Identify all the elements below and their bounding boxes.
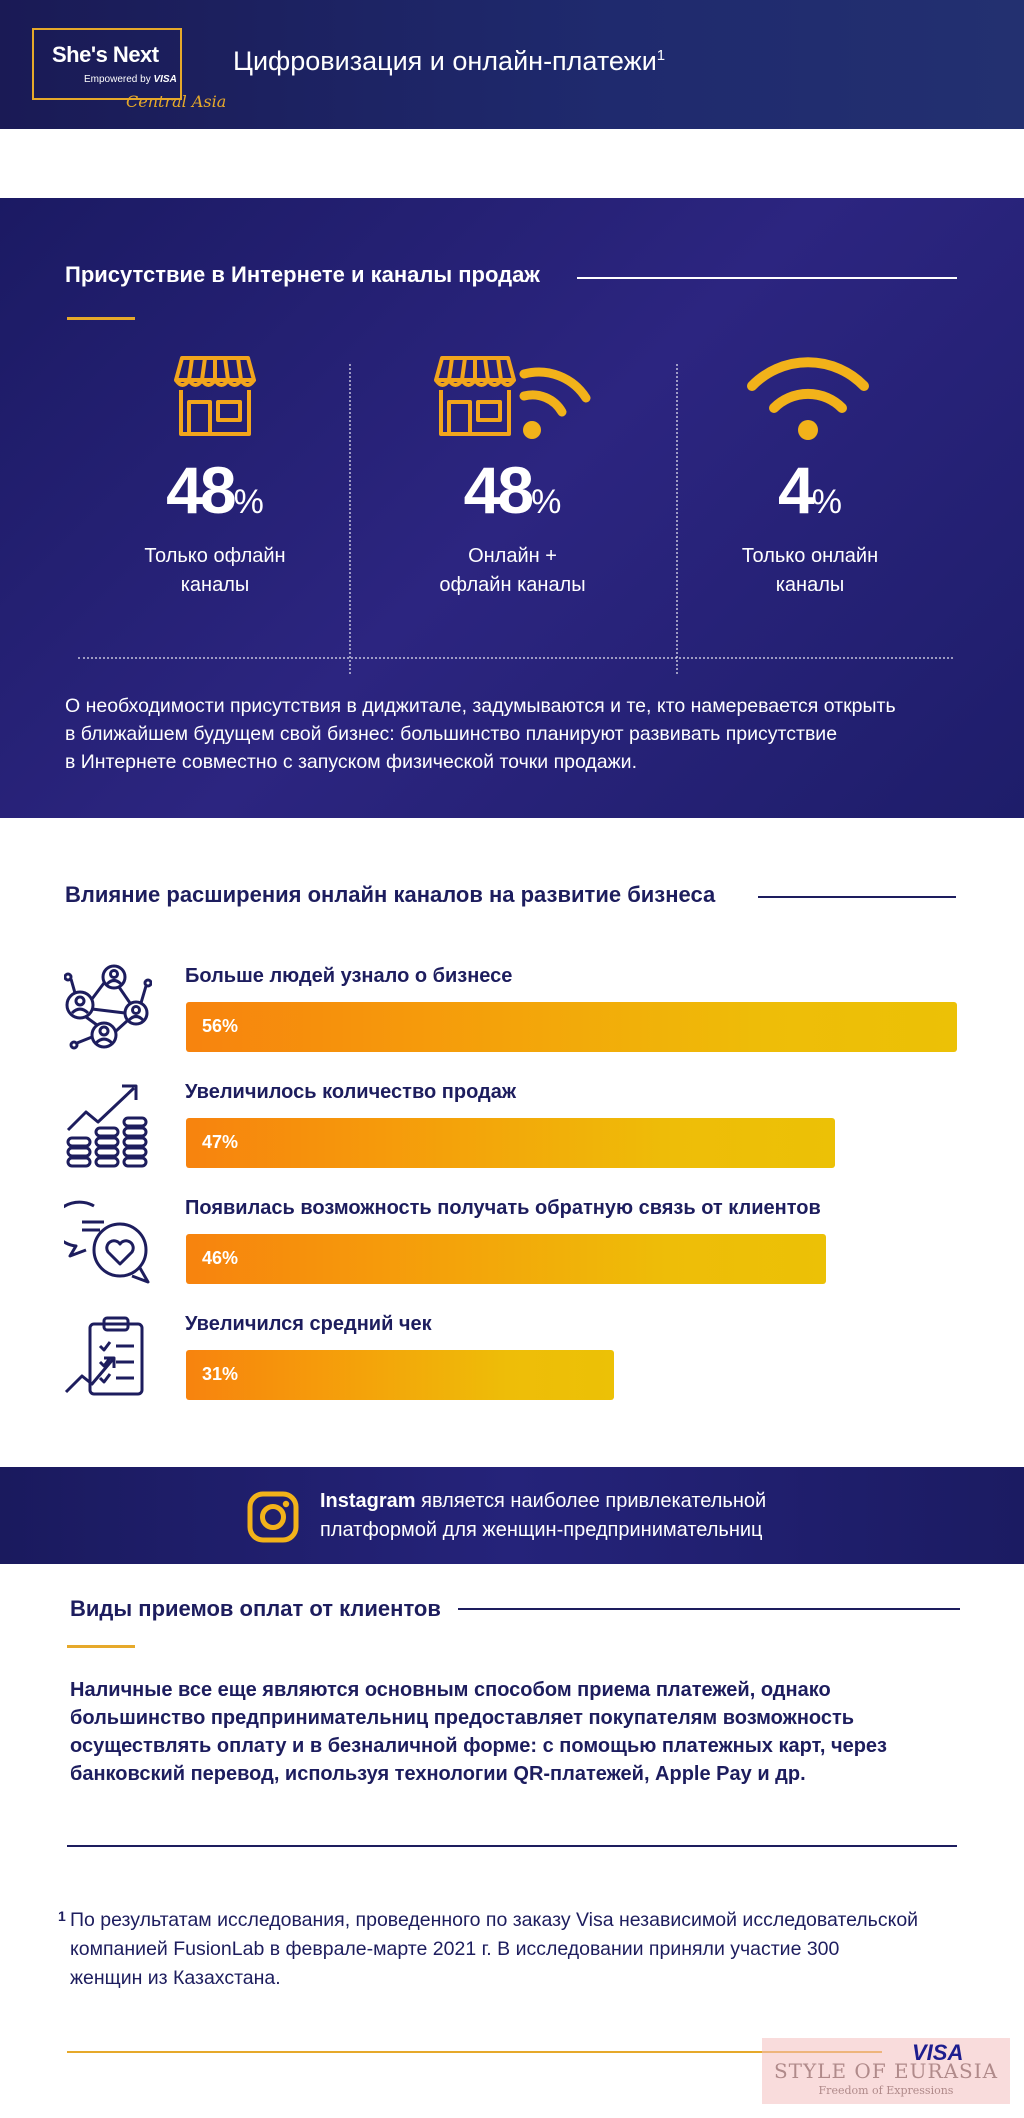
stat-value: 48% — [166, 453, 264, 527]
gold-accent — [67, 317, 135, 320]
bar-value: 47% — [202, 1132, 239, 1152]
store-wifi-icon — [432, 354, 592, 444]
presence-title: Присутствие в Интернете и каналы продаж — [65, 262, 540, 287]
footnote — [58, 1906, 978, 1993]
instagram-banner — [0, 1467, 1024, 1564]
bar-label: Появилась возможность получать обратную связь от клиентов — [185, 1197, 821, 1219]
page-title: Цифровизация и онлайн-платежи$^1$ — [233, 46, 666, 76]
bar-customer-feedback — [186, 1234, 826, 1284]
bar-value: 31% — [202, 1364, 239, 1384]
network-people-icon — [64, 963, 152, 1051]
row-divider — [78, 657, 953, 659]
bar-value: 46% — [202, 1248, 239, 1268]
visa-logo: VISA — [912, 2040, 964, 2065]
logo-subtitle: Empowered by VISA — [84, 74, 177, 85]
footer-line — [67, 2051, 882, 2053]
wifi-icon — [744, 350, 872, 442]
column-divider — [349, 364, 351, 674]
bar-label: Больше людей узнало о бизнесе — [185, 965, 513, 987]
logo-title: She's Next — [52, 42, 159, 67]
bar-average-check — [186, 1350, 614, 1400]
page-header — [0, 0, 1024, 129]
store-icon — [172, 354, 258, 438]
stat-label: Только офлайн каналы — [144, 545, 286, 596]
stat-online-offline — [385, 452, 640, 600]
watermark-subtitle: Freedom of Expressions — [818, 2084, 954, 2097]
column-divider — [676, 364, 678, 674]
instagram-icon — [247, 1491, 299, 1543]
bar-people-aware — [186, 1002, 957, 1052]
growth-coins-icon — [64, 1082, 152, 1170]
title-divider — [577, 277, 957, 279]
payments-title: Виды приемов оплат от клиентов — [70, 1596, 441, 1621]
shes-next-logo — [32, 28, 182, 100]
bar-sales-growth — [186, 1118, 835, 1168]
payments-description: Наличные все еще являются основным способом приема платежей, однако большинство предпринимательниц предоставляет покупателям возможность осуществлять оплату и в безналичной форме: с помощью платежных карт, через банковский перевод, используя технологии QR-платежей, Apple Pay и др. — [70, 1679, 887, 1785]
presence-description: О необходимости присутствия в диджитале, задумываются и те, кто намеревается открыть в ближайшем будущем свой бизнес: большинство планируют развивать присутствие в Интернете совместно с запуском физической точки продажи. — [65, 695, 896, 773]
stat-value: 4% — [778, 453, 842, 527]
instagram-text: Instagram является наиболее привлекательной платформой для женщин-предпринимательниц — [320, 1490, 767, 1541]
footnote-text: По результатам исследования, проведенного по заказу Visa независимой исследовательской компанией FusionLab в феврале-марте 2021 г. В исследовании приняли участие 300 женщин из Казахстана. — [70, 1909, 919, 1989]
checklist-growth-icon — [64, 1314, 152, 1402]
title-divider — [458, 1608, 960, 1610]
bar-label: Увеличилось количество продаж — [185, 1081, 517, 1103]
stat-online-only — [700, 452, 920, 600]
feedback-chat-icon — [64, 1198, 152, 1286]
gold-accent — [67, 1645, 135, 1648]
stat-value: 48% — [463, 453, 562, 527]
bar-label: Увеличился средний чек — [185, 1313, 432, 1335]
watermark — [762, 2038, 1010, 2104]
stat-label: Онлайн + офлайн каналы — [439, 545, 586, 596]
section-divider — [67, 1845, 957, 1847]
logo-region: Central Asia — [126, 92, 227, 111]
impact-title: Влияние расширения онлайн каналов на развитие бизнеса — [65, 882, 716, 907]
presence-section — [0, 198, 1024, 818]
bar-value: 56% — [202, 1016, 239, 1036]
stat-label: Только онлайн каналы — [741, 545, 879, 596]
footnote-mark: 1 — [58, 1908, 66, 1924]
stat-offline-only — [110, 452, 320, 600]
title-divider — [758, 896, 956, 898]
watermark-title: STYLE OF EURASIA — [773, 2059, 999, 2083]
